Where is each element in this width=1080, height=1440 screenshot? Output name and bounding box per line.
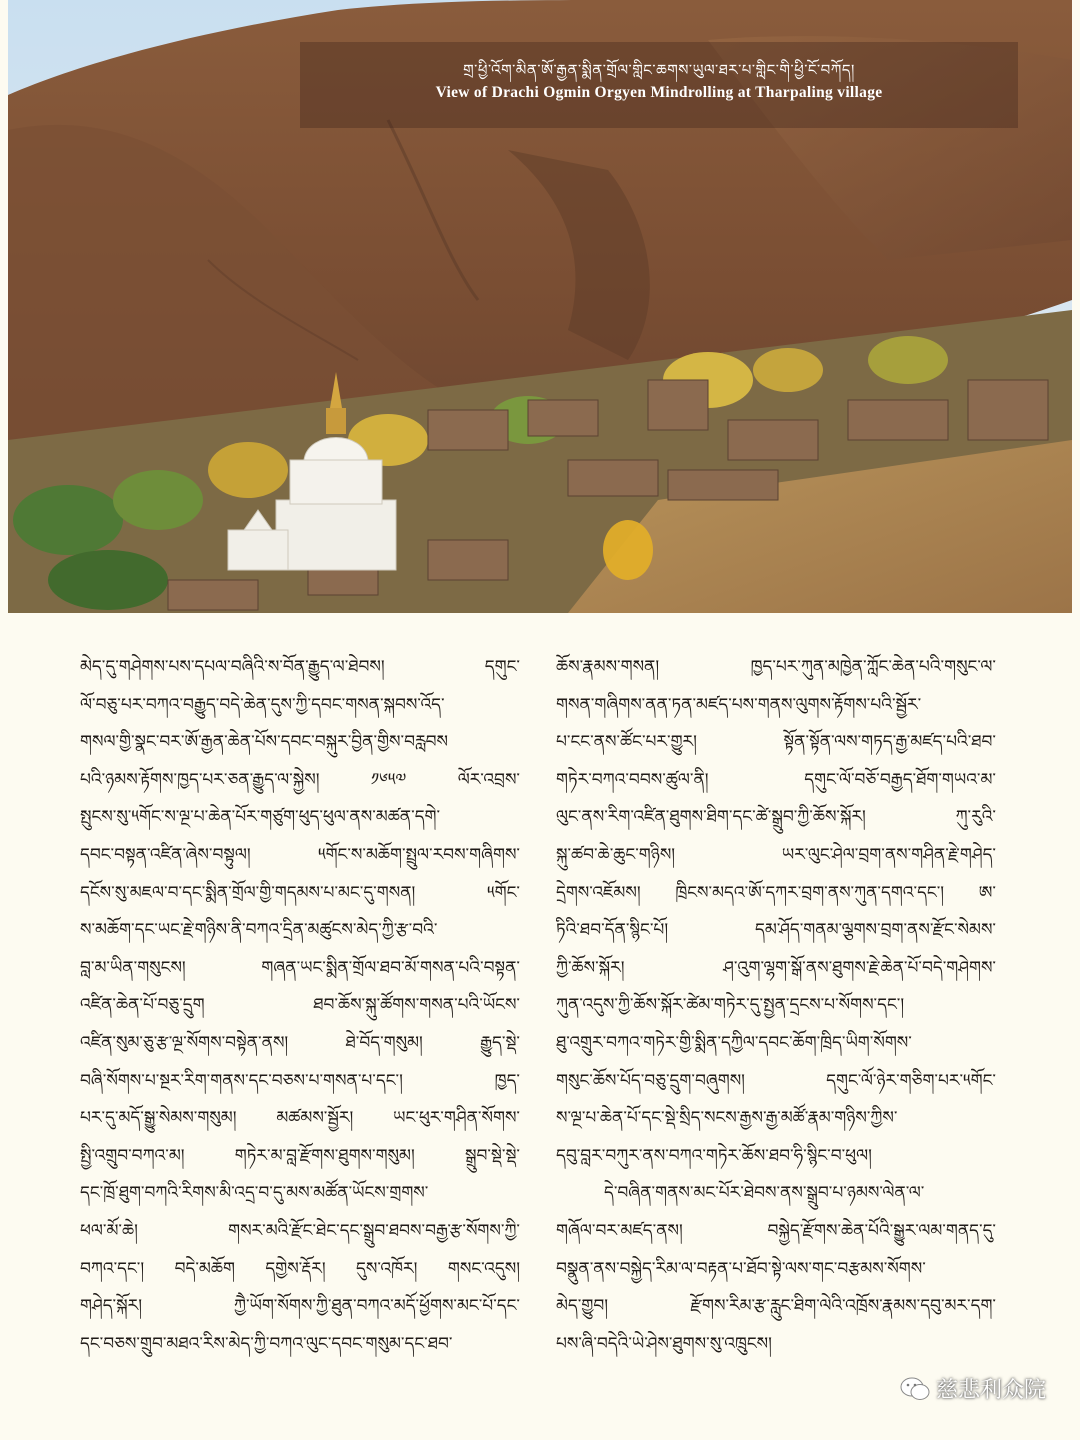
text-line: གཏེར་བཀའ་བབས་ཚུལ་ནི། དགུང་ལོ་བཅོ་བརྒྱད་ཐོག་གཡའ་མ་ [556, 769, 996, 790]
watermark [900, 1373, 1046, 1404]
wechat-icon [900, 1376, 930, 1402]
text-line: འཛིན་ཆེན་པོ་བཅུ་དྲུག ཐབ་ཆོས་སྐུ་ཚོགས་གསན་པའི་ཡོངས་ [80, 995, 520, 1016]
text-line: ཐུ་འགྲུར་བཀའ་གཏེར་གྱི་སྨིན་དཀྱིལ་དབང་ཆོག་ཁྲིད་ཡིག་སོགས་ [556, 1032, 912, 1053]
caption-tibetan: གྲ་ཕྱི་འོག་མིན་ཨོ་རྒྱན་སྨིན་གྲོལ་གླིང་ཆགས་ཡུལ་ཐར་པ་གླིང་གི་ཕྱི་ངོ་བཀོད། [463, 61, 855, 79]
text-line: པའི་ཉམས་རྟོགས་ཁྱད་པར་ཅན་རྒྱུད་ལ་སྐྱེས། ༡༦༥༧ ལོར་འབྲས་ [80, 769, 520, 790]
text-line: དངོས་སུ་མཇལ་བ་དང་སྨིན་གྲོལ་གྱི་གདམས་པ་མང་དུ་གསན། ༥གོང་ [80, 882, 520, 903]
text-line: མེད་གྱུབ། རྫོགས་རིམ་རྩ་རླུང་ཐིག་ལེའི་འཁྲོས་རྣམས་དབུ་མར་དག་ [556, 1296, 996, 1317]
text-line: བསྣུན་ནས་བསྐྱེད་རིམ་ལ་བརྟན་པ་ཐོབ་སྟེ་ལས་གང་བརྩམས་སོགས་ [556, 1258, 926, 1279]
text-line: དང་བཅས་གྲུབ་མཐའ་རིས་མེད་ཀྱི་བཀའ་ལུང་དབང་གསུམ་དང་ཐབ་ [80, 1333, 453, 1354]
text-line: སྐུ་ཚབ་ཆེ་ཆུང་གཉིས། ཡར་ལུང་ཤེལ་བྲག་ནས་གཤིན་རྗེ་གཤེད་ [556, 844, 996, 865]
text-line: དྲེགས་འཇོམས། ཁྲིངས་མདའ་ཨོ་དཀར་བྲག་ནས་ཀུན་དགའ་དང་། ཨ་ [556, 882, 996, 903]
text-line: དེ་བཞིན་གནས་མང་པོར་ཐེབས་ནས་སྒྲུབ་པ་ཉམས་ལེན་ལ་ [604, 1183, 925, 1204]
text-line: འཛིན་སུམ་ཅུ་རྩ་ལྔ་སོགས་བསྟེན་ནས། ཐེ་བོད་གསུམ། རྒྱུད་སྡེ་ [80, 1032, 520, 1053]
left-text-column [80, 649, 520, 1363]
text-line: ཀུན་འདུས་ཀྱི་ཆོས་སྐོར་ཚེམ་གཏེར་དུ་སྤྱན་དྲངས་པ་སོགས་དང་། [556, 995, 905, 1016]
text-line: སྤུངས་སུ་༥གོང་ས་ལྔ་པ་ཆེན་པོར་གཙུག་ཕུད་ཕུལ་ནས་མཚན་དགེ་ [80, 807, 441, 828]
text-line: དབུ་བླར་བཀུར་ནས་བཀའ་གཏེར་ཆོས་ཐབ་ཧི་སྙིང་བ་ཕུལ། [556, 1145, 872, 1166]
text-line: གསན་གཞིགས་ནན་ཏན་མཛད་པས་གནས་ལུགས་རྟོགས་པའི་སྦྱོར་ [556, 694, 922, 715]
text-line: དབང་བསྟན་འཛིན་ཞེས་བསྟུལ། ༥གོང་ས་མཆོག་སྤྲུལ་རབས་གཞིགས་ [80, 844, 520, 865]
caption-english: View of Drachi Ogmin Orgyen Mindrolling at Tharpaling village [435, 84, 883, 101]
text-line: གཤེད་སྐོར། ཀྱཻ་ཡོག་སོགས་ཀྱི་ཐུན་བཀའ་མདོ་ཕྱོགས་མང་པོ་དང་ [80, 1296, 520, 1317]
text-line: སྤྱི་འགྲུབ་བཀའ་མ། གཏེར་མ་བླ་རྫོགས་ཐུགས་གསུམ། སྒྲུབ་སྡེ་སྡེ་ [80, 1145, 520, 1166]
text-line: གསལ་གྱི་སྣང་བར་ཨོ་རྒྱན་ཆེན་པོས་དབང་བསྐུར་བྱིན་གྱིས་བརླབས [80, 732, 448, 753]
text-line: ལོ་བཅུ་པར་བཀའ་བརྒྱུད་བདེ་ཆེན་དུས་ཀྱི་དབང་གསན་སྐབས་འོད་ [80, 694, 445, 715]
text-line: གསུང་ཆོས་པོད་བཅུ་དྲུག་བཞུགས། དགུང་ལོ་ཉེར་གཅིག་པར་༥གོང་ [556, 1070, 996, 1091]
text-line: ས་མཆོག་དང་ཡང་རྗེ་གཉིས་ནི་བཀའ་དྲིན་མཚུངས་མེད་ཀྱི་རྩ་བའི་ [80, 920, 438, 941]
text-line: ཕལ་མོ་ཆེ། གསར་མའི་རྫོང་ཐེང་དང་སྒྲུབ་ཐབས་བརྒྱ་རྩ་སོགས་ཀྱི་ [80, 1220, 520, 1241]
photo-caption-box [300, 42, 1018, 128]
right-text-column [556, 649, 996, 1363]
text-line: བླ་མ་ཡིན་གསུངས། གཞན་ཡང་སྨིན་གྲོལ་ཐབ་མོ་གསན་པའི་བསྟན་ [80, 957, 520, 978]
text-line: བཀའ་དང་། བདེ་མཆོག དགྱེས་རྡོར། དུས་འཁོར། གསང་འདུས། [80, 1258, 520, 1279]
text-line: ཀྱི་ཆོས་སྐོར། ཤ་འུག་ལྷག་སྒོ་ནས་ཐུགས་རྗེ་ཆེན་པོ་བདེ་གཤེགས་ [556, 957, 996, 978]
text-line: ལུང་ནས་རིག་འཛིན་ཐུགས་ཐིག་དང་ཚེ་སྒྲུབ་ཀྱི་ཆོས་སྐོར། ཀུ་རུའི་ [556, 807, 996, 828]
text-line: ས་ལྔ་པ་ཆེན་པོ་དང་སྡེ་སྲིད་སངས་རྒྱས་རྒྱ་མཚོ་རྣམ་གཉིས་ཀྱིས་ [556, 1108, 898, 1129]
watermark-text: 慈悲利众院 [935, 1378, 1046, 1403]
article-text [0, 613, 1080, 1440]
text-line: པར་དུ་མདོ་སྒྱུ་སེམས་གསུམ། མཚམས་སྦྱོར། ཡང་ཕུར་གཤིན་སོགས་ [80, 1108, 520, 1129]
text-line: བཞི་སོགས་པ་སྔར་རིག་གནས་དང་བཅས་པ་གསན་པ་དང་། ཁྱད་ [80, 1070, 520, 1091]
landscape-photo [8, 0, 1072, 613]
text-line: ཏིའི་ཐབ་དོན་སྙིང་པོ། དམ་ཤོད་གནམ་ལྕགས་བྲག་ནས་རྫོང་སེམས་ [556, 920, 996, 941]
text-line: པ་ངང་ནས་ཚོང་པར་གྱུར། སྟོན་སྟོན་ལས་གཏད་རྒྱ་མཛད་པའི་ཐབ་ [556, 732, 996, 753]
text-line: མེད་དུ་གཤེགས་པས་དཔལ་བཞིའི་ས་བོན་རྒྱུད་ལ་ཐེབས། དགུང་ [80, 657, 520, 677]
text-line: གཞོལ་བར་མཛད་ནས། བསྐྱེད་རྫོགས་ཆེན་པོའི་སྒྱུར་ལམ་གནད་དུ་ [556, 1220, 996, 1241]
text-line: པས་ཞི་བདེའི་ཡེ་ཤེས་ཐུགས་སུ་འཁྲུངས། [556, 1333, 772, 1354]
text-line: ཆོས་རྣམས་གསན། ཁྱད་པར་ཀུན་མཁྱེན་ཀློང་ཆེན་པའི་གསུང་ལ་ [556, 657, 996, 677]
text-line: དང་ཁྲོ་ཐུག་བཀའི་རིགས་མི་འདྲ་བ་དུ་མས་མཚོན་ཡོངས་གྲགས་ [80, 1183, 429, 1204]
